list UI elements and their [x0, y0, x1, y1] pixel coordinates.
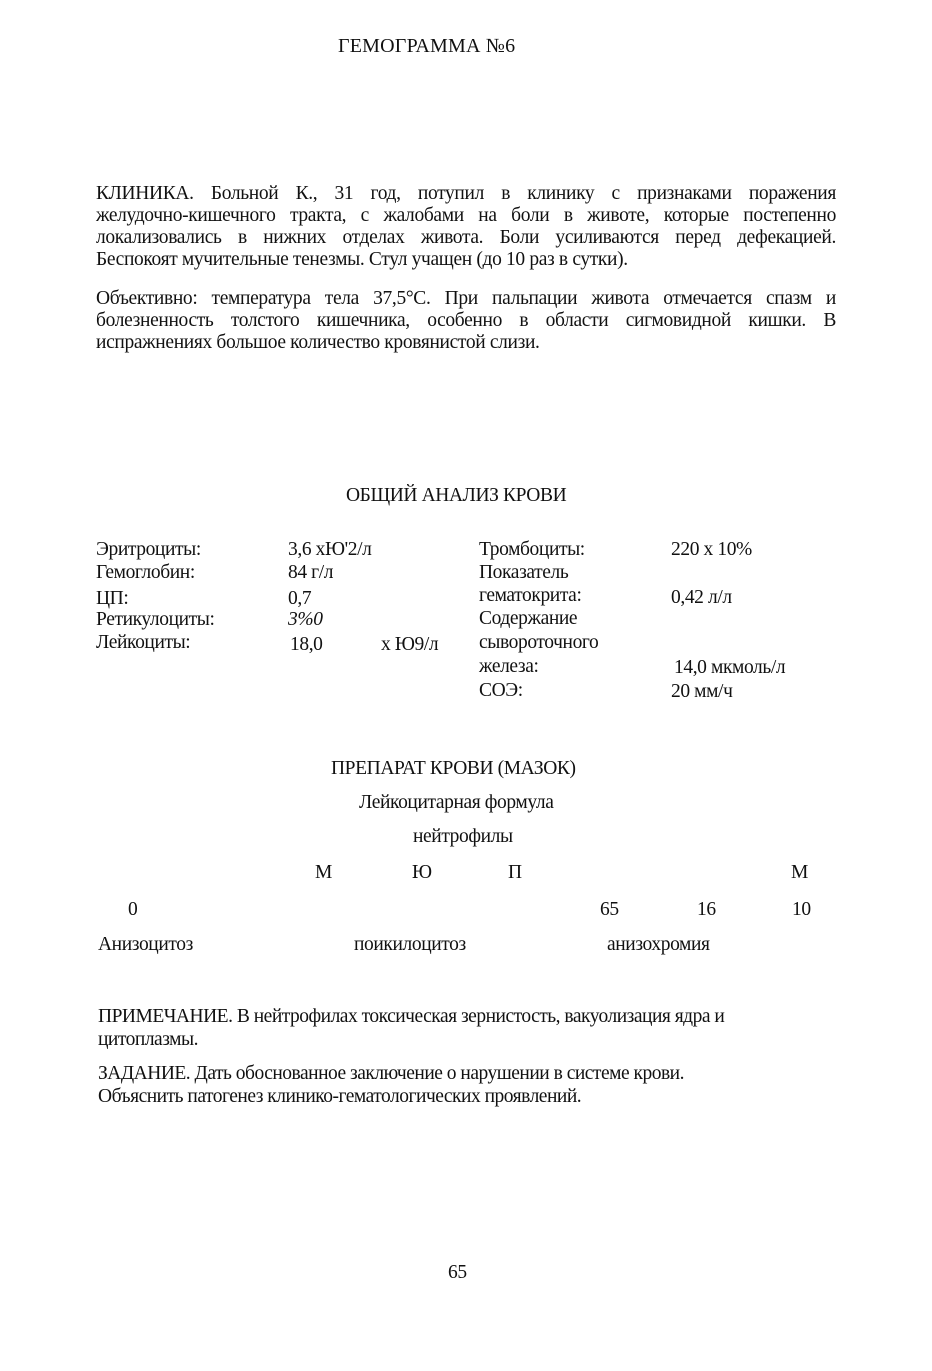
cbc-heading: ОБЩИЙ АНАЛИЗ КРОВИ — [346, 485, 567, 506]
objective-paragraph — [96, 288, 836, 354]
leukocyte-formula-heading: Лейкоцитарная формула — [359, 792, 554, 813]
reticulocytes-label: Ретикулоциты: — [96, 609, 215, 630]
serum-iron-value: 14,0 мкмоль/л — [674, 657, 786, 678]
hemoglobin-value: 84 г/л — [288, 562, 334, 583]
objective-line: болезненность толстого кишечника, особенно в области сигмовидной кишки. В — [96, 310, 836, 331]
hematocrit-value: 0,42 л/л — [671, 587, 732, 608]
formula-value: 0 — [128, 899, 138, 920]
page-number: 65 — [448, 1262, 467, 1283]
note-line: цитоплазмы. — [98, 1029, 198, 1050]
smear-heading: ПРЕПАРАТ КРОВИ (МАЗОК) — [331, 758, 576, 779]
serum-iron-label-line2: сывороточного — [479, 632, 599, 653]
formula-col-header: П — [508, 862, 522, 883]
clinic-line: желудочно-кишечного тракта, с жалобами на боли в животе, которые постепенно — [96, 205, 836, 226]
formula-col-header: М — [315, 862, 332, 883]
clinic-line: локализовались в нижних отделах живота. Боли усиливаются перед дефекацией. — [96, 227, 836, 248]
platelets-value: 220 х 10% — [671, 539, 752, 560]
reticulocytes-value: 3%0 — [288, 609, 323, 630]
poikilocytosis-label: поикилоцитоз — [354, 934, 466, 955]
formula-value: 16 — [697, 899, 716, 920]
formula-value: 65 — [600, 899, 619, 920]
leukocytes-label: Лейкоциты: — [96, 632, 191, 653]
task-line: ЗАДАНИЕ. Дать обоснованное заключение о нарушении в системе крови. — [98, 1063, 684, 1084]
clinic-paragraph — [96, 183, 836, 271]
hematocrit-label-line1: Показатель — [479, 562, 569, 583]
formula-col-header: Ю — [412, 862, 432, 883]
clinic-line: КЛИНИКА. Больной К., 31 год, потупил в клинику с признаками поражения — [96, 183, 836, 204]
serum-iron-label-line1: Содержание — [479, 608, 578, 629]
anisochromia-label: анизохромия — [607, 934, 710, 955]
task-line: Объяснить патогенез клинико-гематологических проявлений. — [98, 1086, 582, 1107]
color-index-label: ЦП: — [96, 588, 129, 609]
note-line: ПРИМЕЧАНИЕ. В нейтрофилах токсическая зернистость, вакуолизация ядра и — [98, 1006, 725, 1027]
objective-line: Объективно: температура тела 37,5°С. При пальпации живота отмечается спазм и — [96, 288, 836, 309]
neutrophils-label: нейтрофилы — [413, 826, 513, 847]
serum-iron-label-line3: железа: — [479, 656, 539, 677]
color-index-value: 0,7 — [288, 588, 312, 609]
esr-value: 20 мм/ч — [671, 681, 733, 702]
erythrocytes-label: Эритроциты: — [96, 539, 201, 560]
anisocytosis-label: Анизоцитоз — [98, 934, 193, 955]
hematocrit-label-line2: гематокрита: — [479, 585, 582, 606]
page-title: ГЕМОГРАММА №6 — [338, 35, 516, 57]
note-paragraph — [98, 1005, 818, 1051]
leukocytes-value: 18,0 — [290, 634, 323, 655]
erythrocytes-value: 3,6 хЮ'2/л — [288, 539, 372, 560]
hemoglobin-label: Гемоглобин: — [96, 562, 195, 583]
leukocytes-unit: х Ю9/л — [381, 634, 439, 655]
formula-value: 10 — [792, 899, 811, 920]
formula-col-header: М — [791, 862, 808, 883]
task-paragraph — [98, 1062, 818, 1108]
objective-line: испражнениях большое количество кровянистой слизи. — [96, 332, 540, 353]
esr-label: СОЭ: — [479, 680, 523, 701]
clinic-line: Беспокоят мучительные тенезмы. Стул учащен (до 10 раз в сутки). — [96, 249, 628, 270]
platelets-label: Тромбоциты: — [479, 539, 585, 560]
